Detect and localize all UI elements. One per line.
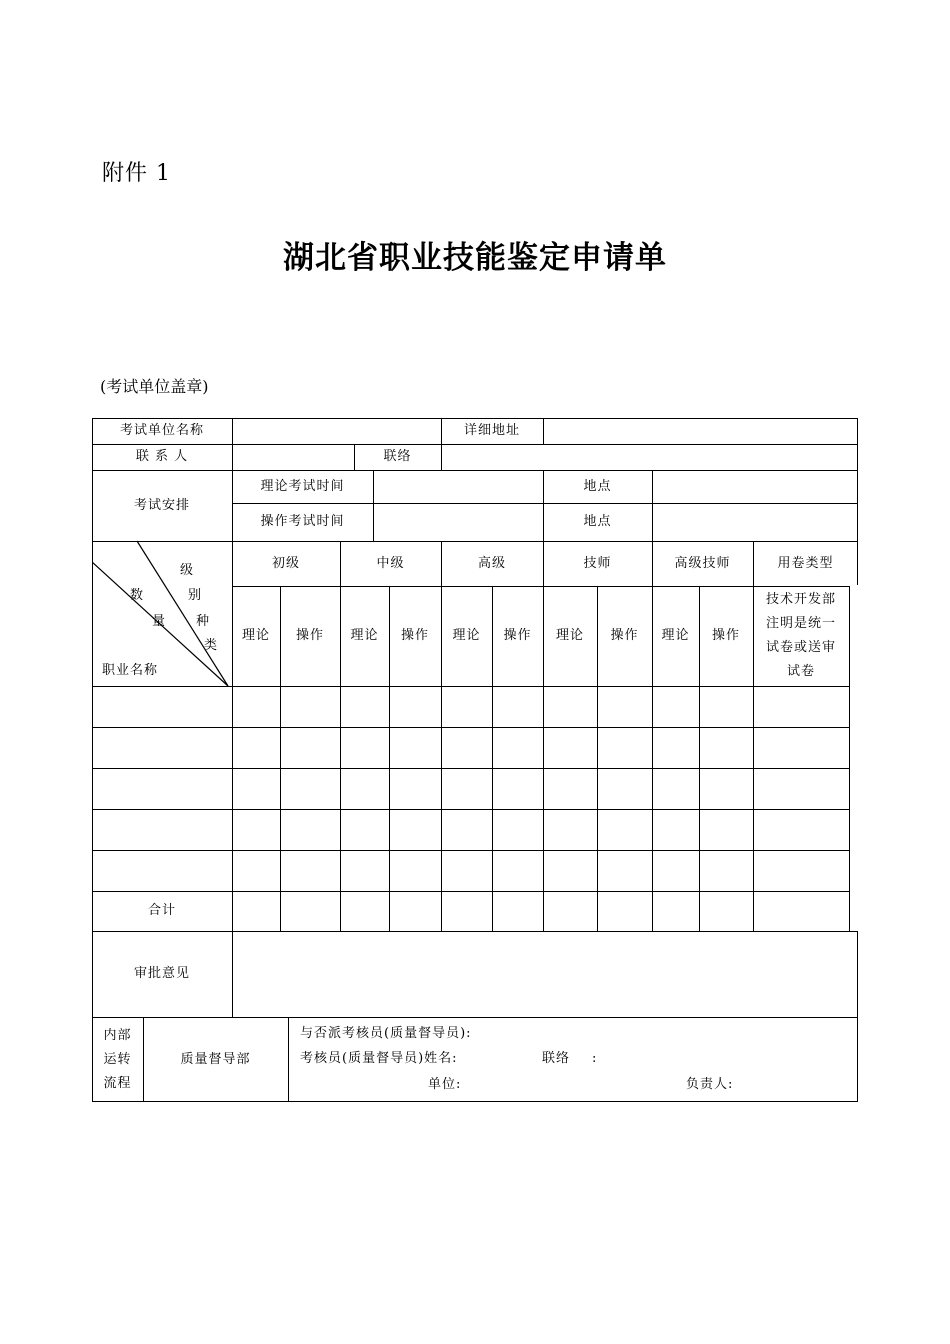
theory-location-label: 地点 xyxy=(583,478,612,494)
contact-label: 联 系 人 xyxy=(135,449,189,464)
seal-note: (考试单位盖章) xyxy=(100,377,209,396)
practical-time-label: 操作考试时间 xyxy=(260,514,345,529)
phone-field[interactable] xyxy=(442,445,857,470)
address-field[interactable] xyxy=(544,419,857,444)
theory-header: 理论 xyxy=(661,628,690,643)
document-title: 湖北省职业技能鉴定申请单 xyxy=(283,240,667,276)
level-header-senior-technician: 高级技师 xyxy=(674,555,731,571)
practical-location-field[interactable] xyxy=(653,504,857,541)
level-header-technician: 技师 xyxy=(583,555,612,571)
practical-time-field[interactable] xyxy=(374,504,543,541)
theory-header: 理论 xyxy=(350,628,379,643)
practical-header: 操作 xyxy=(400,628,429,643)
theory-time-field[interactable] xyxy=(374,471,543,503)
exam-arrangement-label: 考试安排 xyxy=(133,497,190,513)
diag-level-label: 级 xyxy=(180,563,195,578)
practical-header: 操作 xyxy=(503,628,532,643)
attachment-label: 附件 1 xyxy=(102,161,171,186)
unit-name-field[interactable] xyxy=(233,419,441,444)
unit-name-label: 考试单位名称 xyxy=(119,423,204,438)
diag-kind-label: 种 xyxy=(196,614,211,629)
examiner-name-label: 考核员(质量督导员)姓名: xyxy=(300,1051,458,1066)
address-label: 详细地址 xyxy=(463,423,520,438)
diag-bie-label: 别 xyxy=(188,588,203,603)
theory-location-field[interactable] xyxy=(653,471,857,503)
total-row-label: 合计 xyxy=(147,903,176,918)
diag-amount-label: 量 xyxy=(152,614,167,629)
diag-count-label: 数 xyxy=(130,588,145,603)
internal-process-label: 内部 运转 流程 xyxy=(103,1027,132,1091)
occupation-name-label: 职业名称 xyxy=(102,663,159,678)
assign-examiner-question: 与否派考核员(质量督导员): xyxy=(300,1026,472,1041)
responsible-person-label: 负责人: xyxy=(686,1077,734,1092)
paper-type-note: 技术开发部 注明是统一 试卷或送审 试卷 xyxy=(765,592,836,679)
diag-category-label: 类 xyxy=(204,638,219,653)
level-header-intermediate: 中级 xyxy=(376,555,405,571)
application-form-table xyxy=(92,418,858,1102)
level-header-senior: 高级 xyxy=(477,555,506,571)
paper-type-header: 用卷类型 xyxy=(777,555,834,571)
approval-field[interactable] xyxy=(233,932,857,1017)
examiner-phone-colon: : xyxy=(592,1051,598,1066)
phone-label: 联络 xyxy=(383,449,412,464)
theory-header: 理论 xyxy=(555,628,584,643)
theory-header: 理论 xyxy=(452,628,481,643)
examiner-phone-label: 联络 xyxy=(542,1051,571,1066)
level-header-junior: 初级 xyxy=(271,555,300,571)
practical-header: 操作 xyxy=(295,628,324,643)
contact-field[interactable] xyxy=(233,445,354,470)
practical-location-label: 地点 xyxy=(583,514,612,529)
approval-label: 审批意见 xyxy=(133,966,190,981)
practical-header: 操作 xyxy=(711,628,740,643)
theory-header: 理论 xyxy=(241,628,270,643)
quality-dept-label: 质量督导部 xyxy=(180,1051,251,1067)
practical-header: 操作 xyxy=(610,628,639,643)
unit-label: 单位: xyxy=(428,1077,462,1092)
theory-time-label: 理论考试时间 xyxy=(260,478,345,494)
